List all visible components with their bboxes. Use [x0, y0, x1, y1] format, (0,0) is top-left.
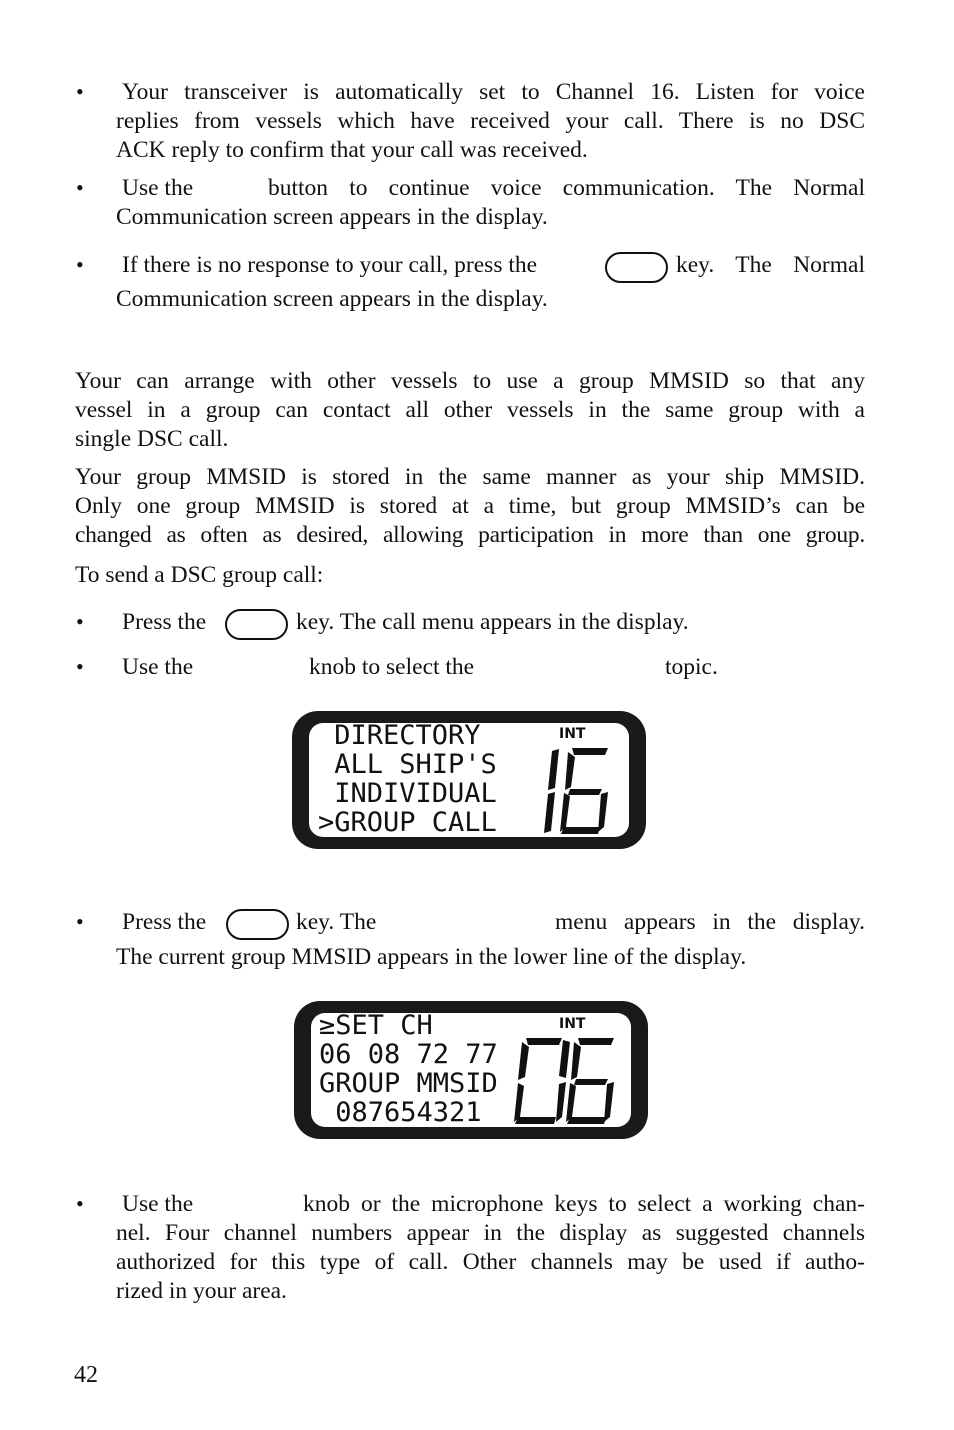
step-text: key. The: [296, 909, 377, 935]
step-text: Use the: [122, 654, 194, 680]
step-text-line: authorized for this type of call. Other channels may be used if autho-: [116, 1249, 865, 1275]
bullet-text: Communication screen appears in the display.: [116, 286, 548, 312]
step-text: Press the: [122, 609, 207, 635]
step-text: topic.: [665, 654, 718, 680]
lcd-line: INDIVIDUAL: [318, 778, 497, 809]
step-text-line: nel. Four channel numbers appear in the display as suggested channels: [116, 1220, 865, 1246]
paragraph-line: Your can arrange with other vessels to use a group MMSID so that any: [75, 368, 865, 394]
step-text: Use the: [122, 1191, 194, 1217]
channel-number-16: [538, 745, 618, 837]
lcd-line: ALL SHIP'S: [318, 749, 497, 780]
int-indicator: INT: [559, 1016, 586, 1032]
bullet-text: Communication screen appears in the display.: [116, 204, 548, 230]
lcd-line: 06 08 72 77: [319, 1039, 498, 1070]
bullet-text-line: replies from vessels which have received your call. There is no DSC: [116, 108, 865, 134]
bullet-text-line: ACK reply to confirm that your call was received.: [116, 137, 588, 163]
page-number: 42: [74, 1362, 98, 1388]
bullet-text: button to continue voice communication. The Normal: [268, 175, 865, 201]
lcd-line: 087654321: [319, 1097, 482, 1128]
step-text: menu appears in the display.: [555, 909, 865, 935]
bullet-channel-16: [116, 78, 865, 165]
step-text: key. The call menu appears in the display.: [296, 609, 689, 635]
bullet-text-line: Your transceiver is automatically set to Channel 16. Listen for voice: [122, 79, 865, 105]
paragraph-send-intro: To send a DSC group call:: [75, 562, 324, 588]
lcd-line: GROUP MMSID: [319, 1068, 498, 1099]
bullet-marker: •: [76, 609, 84, 634]
lcd-line-selected: >GROUP CALL: [318, 807, 497, 838]
step-text: Press the: [122, 909, 207, 935]
lcd-line: DIRECTORY: [318, 720, 481, 751]
int-indicator: INT: [559, 726, 586, 742]
bullet-marker: •: [76, 79, 84, 104]
bullet-marker: •: [76, 654, 84, 679]
clear-key-icon[interactable]: [605, 252, 668, 283]
step-text: The current group MMSID appears in the lower line of the display.: [116, 944, 747, 970]
paragraph-line: changed as often as desired, allowing participation in more than one group.: [75, 522, 865, 548]
lcd-display-group-mmsid: [294, 1001, 648, 1139]
bullet-text: If there is no response to your call, press the: [122, 252, 538, 278]
enter-key-icon[interactable]: [226, 909, 289, 940]
step-text: knob to select the: [309, 654, 475, 680]
step-text-block: [116, 1219, 865, 1306]
step-text-line: rized in your area.: [116, 1278, 287, 1304]
channel-number-06: [512, 1035, 622, 1127]
call-key-icon[interactable]: [225, 609, 288, 640]
paragraph-group-intro: [75, 367, 865, 454]
paragraph-line: Only one group MMSID is stored at a time, but group MMSID’s can be: [75, 493, 865, 519]
paragraph-line: vessel in a group can contact all other vessels in the same group with a: [75, 397, 865, 423]
paragraph-line: Your group MMSID is stored in the same manner as your ship MMSID.: [75, 464, 865, 490]
paragraph-line: single DSC call.: [75, 426, 229, 452]
step-text: knob or the microphone keys to select a working chan-: [303, 1191, 865, 1217]
lcd-line: ≥SET CH: [319, 1010, 433, 1041]
bullet-text: key. The Normal: [676, 252, 865, 278]
bullet-marker: •: [76, 175, 84, 200]
bullet-marker: •: [76, 252, 84, 277]
paragraph-group-storage: [75, 463, 865, 550]
lcd-display-call-menu: [292, 711, 646, 849]
bullet-marker: •: [76, 909, 84, 934]
bullet-text: Use the: [122, 175, 194, 201]
bullet-marker: •: [76, 1191, 84, 1216]
